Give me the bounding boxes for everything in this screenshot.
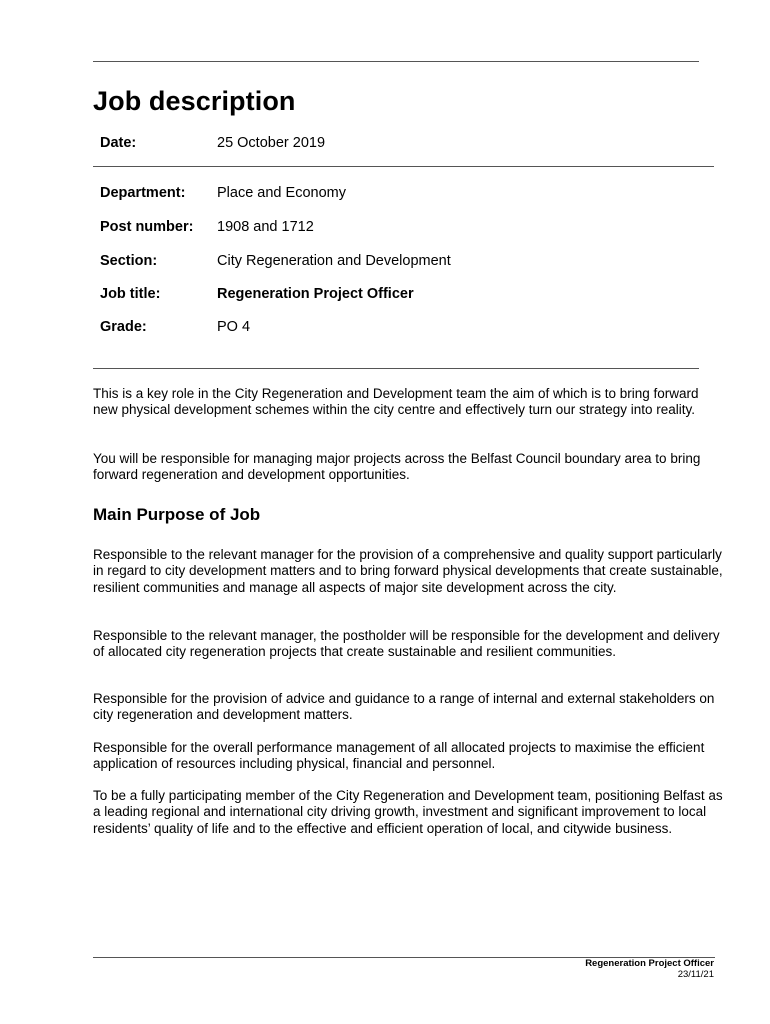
post-number-label: Post number: [100, 219, 194, 235]
fields-divider [93, 368, 699, 369]
main-purpose-heading: Main Purpose of Job [93, 505, 261, 524]
grade-label: Grade: [100, 319, 147, 335]
purpose-paragraph: Responsible to the relevant manager for the provision of a comprehensive and quality support particularly in regard to city development matters and to bring forward physical developments that create sustainable, resilient communities and manage all aspects of major site development across the city. [93, 547, 723, 595]
footer [585, 958, 714, 980]
grade-value: PO 4 [217, 319, 251, 335]
purpose-paragraph: Responsible for the overall performance management of all allocated projects to maximise the efficient application of resources including physical, financial and personnel. [93, 740, 705, 772]
date-label: Date: [100, 135, 137, 151]
top-divider [93, 61, 699, 62]
footer-title: Regeneration Project Officer [585, 958, 714, 969]
job-title-value: Regeneration Project Officer [217, 286, 414, 302]
section-label: Section: [100, 253, 158, 269]
department-label: Department: [100, 185, 186, 201]
job-title-label: Job title: [100, 286, 161, 302]
department-value: Place and Economy [217, 185, 346, 201]
intro-paragraph: You will be responsible for managing major projects across the Belfast Council boundary area to bring forward regeneration and development opportunities. [93, 451, 701, 483]
date-value: 25 October 2019 [217, 135, 326, 151]
footer-date: 23/11/21 [677, 969, 714, 980]
purpose-paragraph: Responsible for the provision of advice and guidance to a range of internal and external stakeholders on city regeneration and development matters. [93, 691, 715, 723]
intro-paragraph: This is a key role in the City Regeneration and Development team the aim of which is to bring forward new physical development schemes within the city centre and effectively turn our strategy into reality. [93, 386, 699, 418]
section-value: City Regeneration and Development [217, 253, 451, 269]
post-number-value: 1908 and 1712 [217, 219, 314, 235]
purpose-paragraph: Responsible to the relevant manager, the postholder will be responsible for the development and delivery of allocated city regeneration projects that create sustainable and resilient communities. [93, 628, 720, 660]
purpose-paragraph: To be a fully participating member of the City Regeneration and Development team, positioning Belfast as a leading regional and international city driving growth, investment and significant improvement to local residents’ quality of life and to the effective and efficient operation of local, and citywide business. [93, 788, 723, 836]
page-title: Job description [93, 86, 296, 116]
date-divider [93, 166, 714, 167]
